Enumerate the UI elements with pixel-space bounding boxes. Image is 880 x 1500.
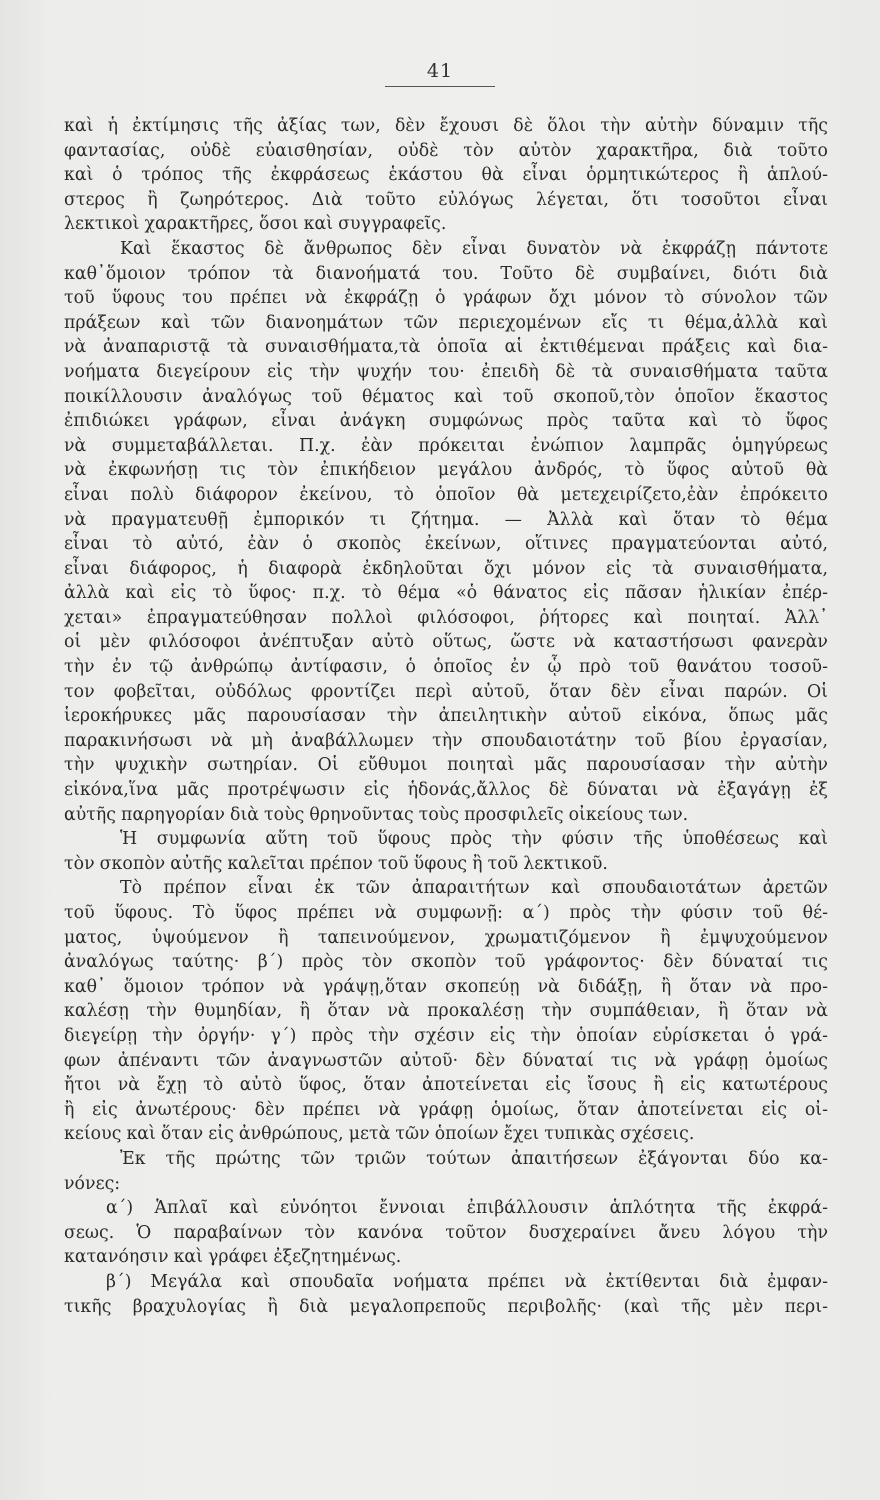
text-line: εἰκόνα,ἵνα μᾶς προτρέψωσιν εἰς ἡδονάς,ἄλλος δὲ δύναται νὰ ἐξαγάγῃ ἐξ (64, 780, 828, 801)
text-line: ἢ εἰς ἀνωτέρους· δὲν πρέπει νὰ γράφῃ ὁμοίως, ὅταν ἀποτείνεται εἰς οἰ- (64, 1099, 828, 1120)
text-line: νὰ ἐκφωνήσῃ τις τὸν ἐπικήδειον μεγάλου ἀνδρός, τὸ ὕφος αὐτοῦ θὰ (64, 460, 828, 481)
text-line: τὴν ἐν τῷ ἀνθρώπῳ ἀντίφασιν, ὁ ὁποῖος ἐν ᾧ πρὸ τοῦ θανάτου τοσοῦ- (64, 657, 828, 678)
text-line: χεται» ἐπραγματεύθησαν πολλοὶ φιλόσοφοι, ῥήτορες καὶ ποιηταί. Ἀλλ᾽ (64, 607, 828, 628)
text-line: ἤτοι νὰ ἔχῃ τὸ αὐτὸ ὕφος, ὅταν ἀποτείνεται εἰς ἴσους ἢ εἰς κατωτέρους (64, 1075, 828, 1096)
text-line: διεγείρῃ τὴν ὀργήν· γ΄) πρὸς τὴν σχέσιν εἰς τὴν ὁποίαν εὑρίσκεται ὁ γρά- (64, 1025, 828, 1046)
text-line: πράξεων καὶ τῶν διανοημάτων τῶν περιεχομένων εἴς τι θέμα,ἀλλὰ καὶ (64, 312, 828, 333)
text-line: Καὶ ἕκαστος δὲ ἄνθρωπος δὲν εἶναι δυνατὸν νὰ ἐκφράζῃ πάντοτε (120, 238, 828, 259)
text-line: α΄) Ἁπλαῖ καὶ εὐνόητοι ἔννοιαι ἐπιβάλλουσιν ἁπλότητα τῆς ἐκφρά- (106, 1198, 828, 1219)
text-line: σεως. Ὁ παραβαίνων τὸν κανόνα τοῦτον δυσχεραίνει ἄνευ λόγου τὴν (64, 1222, 828, 1243)
text-line: νὰ ἀναπαριστᾷ τὰ συναισθήματα,τὰ ὁποῖα αἱ ἐκτιθέμεναι πράξεις καὶ δια- (64, 337, 828, 358)
text-line: ματος, ὑψούμενον ἢ ταπεινούμενον, χρωματιζόμενον ἢ ἐμψυχούμενον (64, 927, 828, 948)
text-line: τὴν ψυχικὴν σωτηρίαν. Οἱ εὔθυμοι ποιηταὶ μᾶς παρουσίασαν τὴν αὐτὴν (64, 755, 828, 776)
text-line: καλέσῃ τὴν θυμηδίαν, ἢ ὅταν νὰ προκαλέσῃ τὴν συμπάθειαν, ἢ ὅταν νὰ (64, 1001, 828, 1022)
text-line: τικῆς βραχυλογίας ἢ διὰ μεγαλοπρεποῦς περιβολῆς· (καὶ τῆς μὲν περι- (64, 1296, 828, 1317)
text-line: φων ἀπέναντι τῶν ἀναγνωστῶν αὐτοῦ· δὲν δύναταί τις νὰ γράφῃ ὁμοίως (64, 1050, 828, 1071)
text-line: τὸν σκοπὸν αὐτῆς καλεῖται πρέπον τοῦ ὕφους ἢ τοῦ λεκτικοῦ. (64, 853, 608, 874)
text-line: παρακινήσωσι νὰ μὴ ἀναβάλλωμεν τὴν σπουδαιοτάτην τοῦ βίου ἐργασίαν, (64, 730, 828, 751)
text-line: καὶ ἡ ἐκτίμησις τῆς ἀξίας των, δὲν ἔχουσι δὲ ὅλοι τὴν αὐτὴν δύναμιν τῆς (64, 116, 828, 136)
body-text (64, 114, 828, 1319)
text-line: νὰ συμμεταβάλλεται. Π.χ. ἐὰν πρόκειται ἐνώπιον λαμπρᾶς ὁμηγύρεως (64, 435, 828, 456)
text-line: τοῦ ὕφους. Τὸ ὕφος πρέπει νὰ συμφωνῇ: α΄) πρὸς τὴν φύσιν τοῦ θέ- (64, 903, 828, 923)
page-header (0, 60, 880, 87)
text-line: Τὸ πρέπον εἶναι ἐκ τῶν ἀπαραιτήτων καὶ σπουδαιοτάτων ἀρετῶν (120, 878, 828, 899)
text-line: στερος ἢ ζωηρότερος. Διὰ τοῦτο εὐλόγως λέγεται, ὅτι τοσοῦτοι εἶναι (64, 189, 828, 210)
text-line: λεκτικοὶ χαρακτῆρες, ὅσοι καὶ συγγραφεῖς. (64, 214, 447, 235)
text-line: τοῦ ὕφους του πρέπει νὰ ἐκφράζῃ ὁ γράφων ὄχι μόνον τὸ σύνολον τῶν (64, 288, 828, 309)
text-line: νοήματα διεγείρουν εἰς τὴν ψυχήν του· ἐπειδὴ δὲ τὰ συναισθήματα ταῦτα (64, 361, 828, 382)
text-line: β΄) Μεγάλα καὶ σπουδαῖα νοήματα πρέπει νὰ ἐκτίθενται διὰ ἐμφαν- (106, 1271, 828, 1292)
text-line: εἶναι διάφορος, ἡ διαφορὰ ἐκδηλοῦται ὄχι μόνον εἰς τὰ συναισθήματα, (64, 558, 828, 579)
text-line: νόνες: (64, 1173, 121, 1194)
text-line: Ἐκ τῆς πρώτης τῶν τριῶν τούτων ἀπαιτήσεων ἐξάγονται δύο κα- (120, 1148, 828, 1169)
text-line: ἐπιδιώκει γράφων, εἶναι ἀνάγκη συμφώνως πρὸς ταῦτα καὶ τὸ ὕφος (64, 411, 828, 432)
text-line: κείους καὶ ὅταν εἰς ἀνθρώπους, μετὰ τῶν ὁποίων ἔχει τυπικὰς σχέσεις. (64, 1124, 695, 1145)
text-line: ποικίλλουσιν ἀναλόγως τοῦ θέματος καὶ τοῦ σκοποῦ,τὸν ὁποῖον ἕκαστος (64, 386, 828, 407)
text-line: τον φοβεῖται, οὐδόλως φροντίζει περὶ αὐτοῦ, ὅταν δὲν εἶναι παρών. Οἱ (64, 681, 828, 702)
text-line: καθ᾽ ὅμοιον τρόπον νὰ γράψῃ,ὅταν σκοπεύῃ νὰ διδάξῃ, ἢ ὅταν νὰ προ- (64, 976, 828, 997)
text-line: φαντασίας, οὐδὲ εὐαισθησίαν, οὐδὲ τὸν αὐτὸν χαρακτῆρα, διὰ τοῦτο (64, 140, 828, 161)
text-line: καθ᾽ὅμοιον τρόπον τὰ διανοήματά του. Τοῦτο δὲ συμβαίνει, διότι διὰ (64, 263, 828, 284)
text-line: εἶναι τὸ αὐτό, ἐὰν ὁ σκοπὸς ἐκείνων, οἵτινες πραγματεύονται αὐτό, (64, 534, 828, 555)
text-line: αὐτῆς παρηγορίαν διὰ τοὺς θρηνοῦντας τοὺς προσφιλεῖς οἰκείους των. (64, 804, 689, 825)
text-line: καὶ ὁ τρόπος τῆς ἐκφράσεως ἑκάστου θὰ εἶναι ὁρμητικώτερος ἢ ἁπλού- (64, 165, 828, 186)
text-line: κατανόησιν καὶ γράφει ἐξεζητημένως. (64, 1247, 402, 1268)
text-line: Ἡ συμφωνία αὕτη τοῦ ὕφους πρὸς τὴν φύσιν τῆς ὑποθέσεως καὶ (120, 829, 828, 850)
text-line: ἱεροκήρυκες μᾶς παρουσίασαν τὴν ἀπειλητικὴν αὐτοῦ εἰκόνα, ὅπως μᾶς (64, 706, 828, 727)
text-line: οἱ μὲν φιλόσοφοι ἀνέπτυξαν αὐτὸ οὕτως, ὥστε νὰ καταστήσωσι φανερὰν (64, 632, 828, 653)
text-line: νὰ πραγματευθῇ ἐμπορικόν τι ζήτημα. — Ἀλλὰ καὶ ὅταν τὸ θέμα (64, 509, 828, 530)
text-line: εἶναι πολὺ διάφορον ἐκείνου, τὸ ὁποῖον θὰ μετεχειρίζετο,ἐὰν ἐπρόκειτο (64, 484, 828, 505)
page-number: 41 (385, 60, 495, 87)
text-line: ἀλλὰ καὶ εἰς τὸ ὕφος· π.χ. τὸ θέμα «ὁ θάνατος εἰς πᾶσαν ἡλικίαν ἐπέρ- (64, 583, 828, 604)
text-line: ἀναλόγως ταύτης· β΄) πρὸς τὸν σκοπὸν τοῦ γράφοντος· δὲν δύναταί τις (64, 952, 828, 973)
